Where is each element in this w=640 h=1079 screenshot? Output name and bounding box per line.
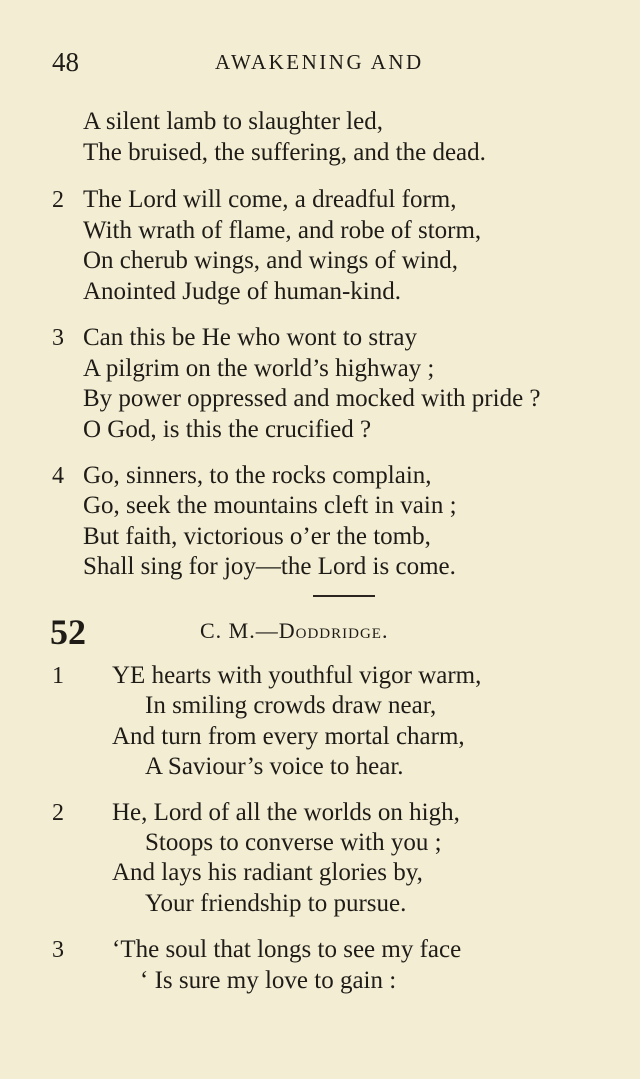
verse-line: The Lord will come, a dreadful form, [83, 186, 457, 213]
verse-line: ‘The soul that longs to see my face [112, 936, 462, 963]
hymn-meter-author [200, 618, 388, 644]
verse-line: The bruised, the suffering, and the dead. [83, 139, 486, 166]
verse-line: But faith, victorious o’er the tomb, [83, 523, 431, 550]
stanza-number: 3 [52, 937, 64, 963]
stanza-number: 3 [52, 325, 64, 351]
verse-line: Your friendship to pursue. [145, 890, 407, 917]
hymn-author: Doddridge. [278, 618, 389, 643]
section-divider [313, 595, 375, 597]
verse-line: A pilgrim on the world’s highway ; [83, 355, 435, 382]
verse-line: In smiling crowds draw near, [145, 692, 437, 719]
verse-line: By power oppressed and mocked with pride ? [83, 385, 541, 412]
stanza-number: 2 [52, 800, 64, 826]
stanza-number: 4 [52, 463, 64, 489]
verse-line: YE hearts with youthful vigor warm, [112, 662, 482, 689]
page-number: 48 [52, 47, 79, 77]
verse-line: Can this be He who wont to stray [83, 324, 417, 351]
verse-line: Stoops to converse with you ; [145, 829, 442, 856]
verse-line: Go, seek the mountains cleft in vain ; [83, 492, 457, 519]
hymn-meter: C. M.— [200, 618, 279, 643]
verse-line: And turn from every mortal charm, [112, 723, 465, 750]
stanza-number: 2 [52, 187, 64, 213]
verse-line: And lays his radiant glories by, [112, 859, 423, 886]
verse-line: ‘ Is sure my love to gain : [140, 967, 397, 994]
verse-line: O God, is this the crucified ? [83, 416, 372, 443]
verse-line: Go, sinners, to the rocks complain, [83, 462, 432, 489]
verse-line: With wrath of flame, and robe of storm, [83, 217, 482, 244]
verse-line: Anointed Judge of human-kind. [83, 278, 402, 305]
verse-line: A Saviour’s voice to hear. [145, 753, 404, 780]
stanza-number: 1 [52, 663, 64, 689]
hymn-number: 52 [50, 612, 86, 652]
verse-line: Shall sing for joy—the Lord is come. [83, 553, 456, 580]
running-title: AWAKENING AND [215, 50, 424, 74]
verse-line: He, Lord of all the worlds on high, [112, 799, 460, 826]
verse-line: A silent lamb to slaughter led, [83, 108, 383, 135]
verse-line: On cherub wings, and wings of wind, [83, 247, 458, 274]
